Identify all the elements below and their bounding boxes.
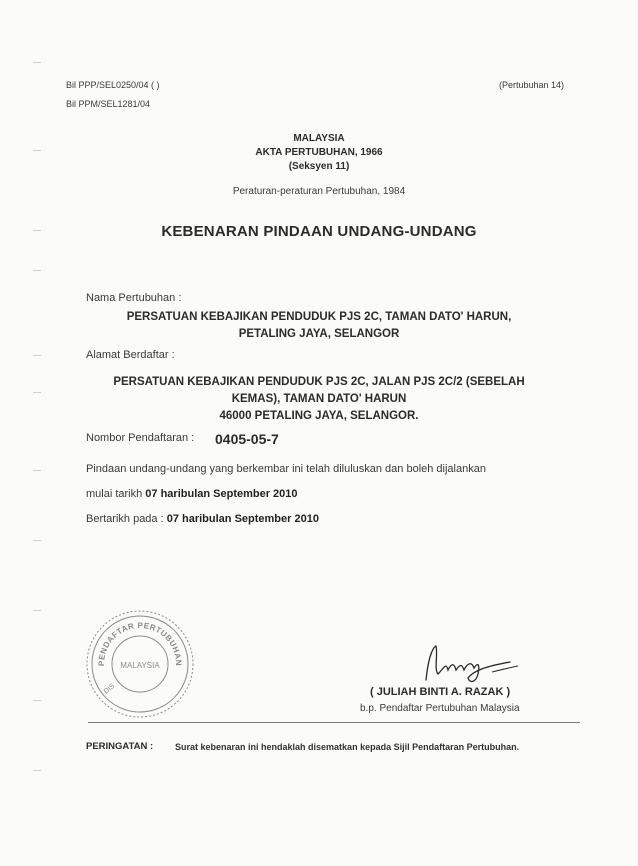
handwritten-signature xyxy=(418,640,528,688)
dated-prefix: Bertarikh pada : xyxy=(86,513,167,525)
margin-tick xyxy=(33,270,41,271)
seal-left-text: DIS xyxy=(102,682,117,696)
signatory-name: ( JULIAH BINTI A. RAZAK ) xyxy=(370,686,511,698)
reference-number-2: Bil PPM/SEL1281/04 xyxy=(66,99,151,109)
address-line3: 46000 PETALING JAYA, SELANGOR. xyxy=(219,410,419,422)
effective-date-prefix: mulai tarikh xyxy=(86,488,146,500)
country-heading: MALAYSIA xyxy=(293,133,345,144)
warning-text: Surat kebenaran ini hendaklah disematkan kepada Sijil Pendaftaran Pertubuhan. xyxy=(175,742,520,752)
reference-number-1: Bil PPP/SEL0250/04 ( ) xyxy=(66,80,160,90)
margin-tick xyxy=(33,540,41,541)
act-heading: AKTA PERTUBUHAN, 1966 xyxy=(255,147,383,158)
approval-text: Pindaan undang-undang yang berkembar ini telah diluluskan dan boleh dijalankan xyxy=(86,463,486,475)
address-label: Alamat Berdaftar : xyxy=(86,349,175,361)
signatory-role: b.p. Pendaftar Pertubuhan Malaysia xyxy=(360,703,520,714)
margin-tick xyxy=(33,355,41,356)
org-name-line2: PETALING JAYA, SELANGOR xyxy=(238,328,400,340)
margin-tick xyxy=(33,470,41,471)
form-number: (Pertubuhan 14) xyxy=(498,80,564,90)
seal-inner-text: MALAYSIA xyxy=(120,661,160,670)
dated-date: 07 haribulan September 2010 xyxy=(166,513,319,525)
margin-tick xyxy=(33,62,41,63)
margin-tick xyxy=(33,700,41,701)
footer-divider xyxy=(88,722,580,723)
svg-text:PENDAFTAR PERTUBUHAN xyxy=(97,621,183,666)
org-name-label: Nama Pertubuhan : xyxy=(86,292,182,304)
seal-outer-text: PENDAFTAR PERTUBUHAN xyxy=(96,620,184,667)
section-heading: (Seksyen 11) xyxy=(288,161,350,172)
effective-date-line xyxy=(86,488,298,500)
registration-number: 0405-05-7 xyxy=(215,431,279,447)
registration-label: Nombor Pendaftaran : xyxy=(86,432,195,444)
dated-line xyxy=(86,513,319,525)
org-name-line1: PERSATUAN KEBAJIKAN PENDUDUK PJS 2C, TAMAN DATO' HARUN, xyxy=(126,311,512,323)
official-seal xyxy=(84,608,196,720)
document-title: KEBENARAN PINDAAN UNDANG-UNDANG xyxy=(161,223,477,240)
address-line1: PERSATUAN KEBAJIKAN PENDUDUK PJS 2C, JALAN PJS 2C/2 (SEBELAH xyxy=(113,376,525,388)
address-line2: KEMAS), TAMAN DATO' HARUN xyxy=(231,393,407,405)
effective-date: 07 haribulan September 2010 xyxy=(145,488,298,500)
regulations-heading: Peraturan-peraturan Pertubuhan, 1984 xyxy=(232,186,406,197)
margin-tick xyxy=(33,770,41,771)
margin-tick xyxy=(33,610,41,611)
warning-label: PERINGATAN : xyxy=(86,741,154,752)
